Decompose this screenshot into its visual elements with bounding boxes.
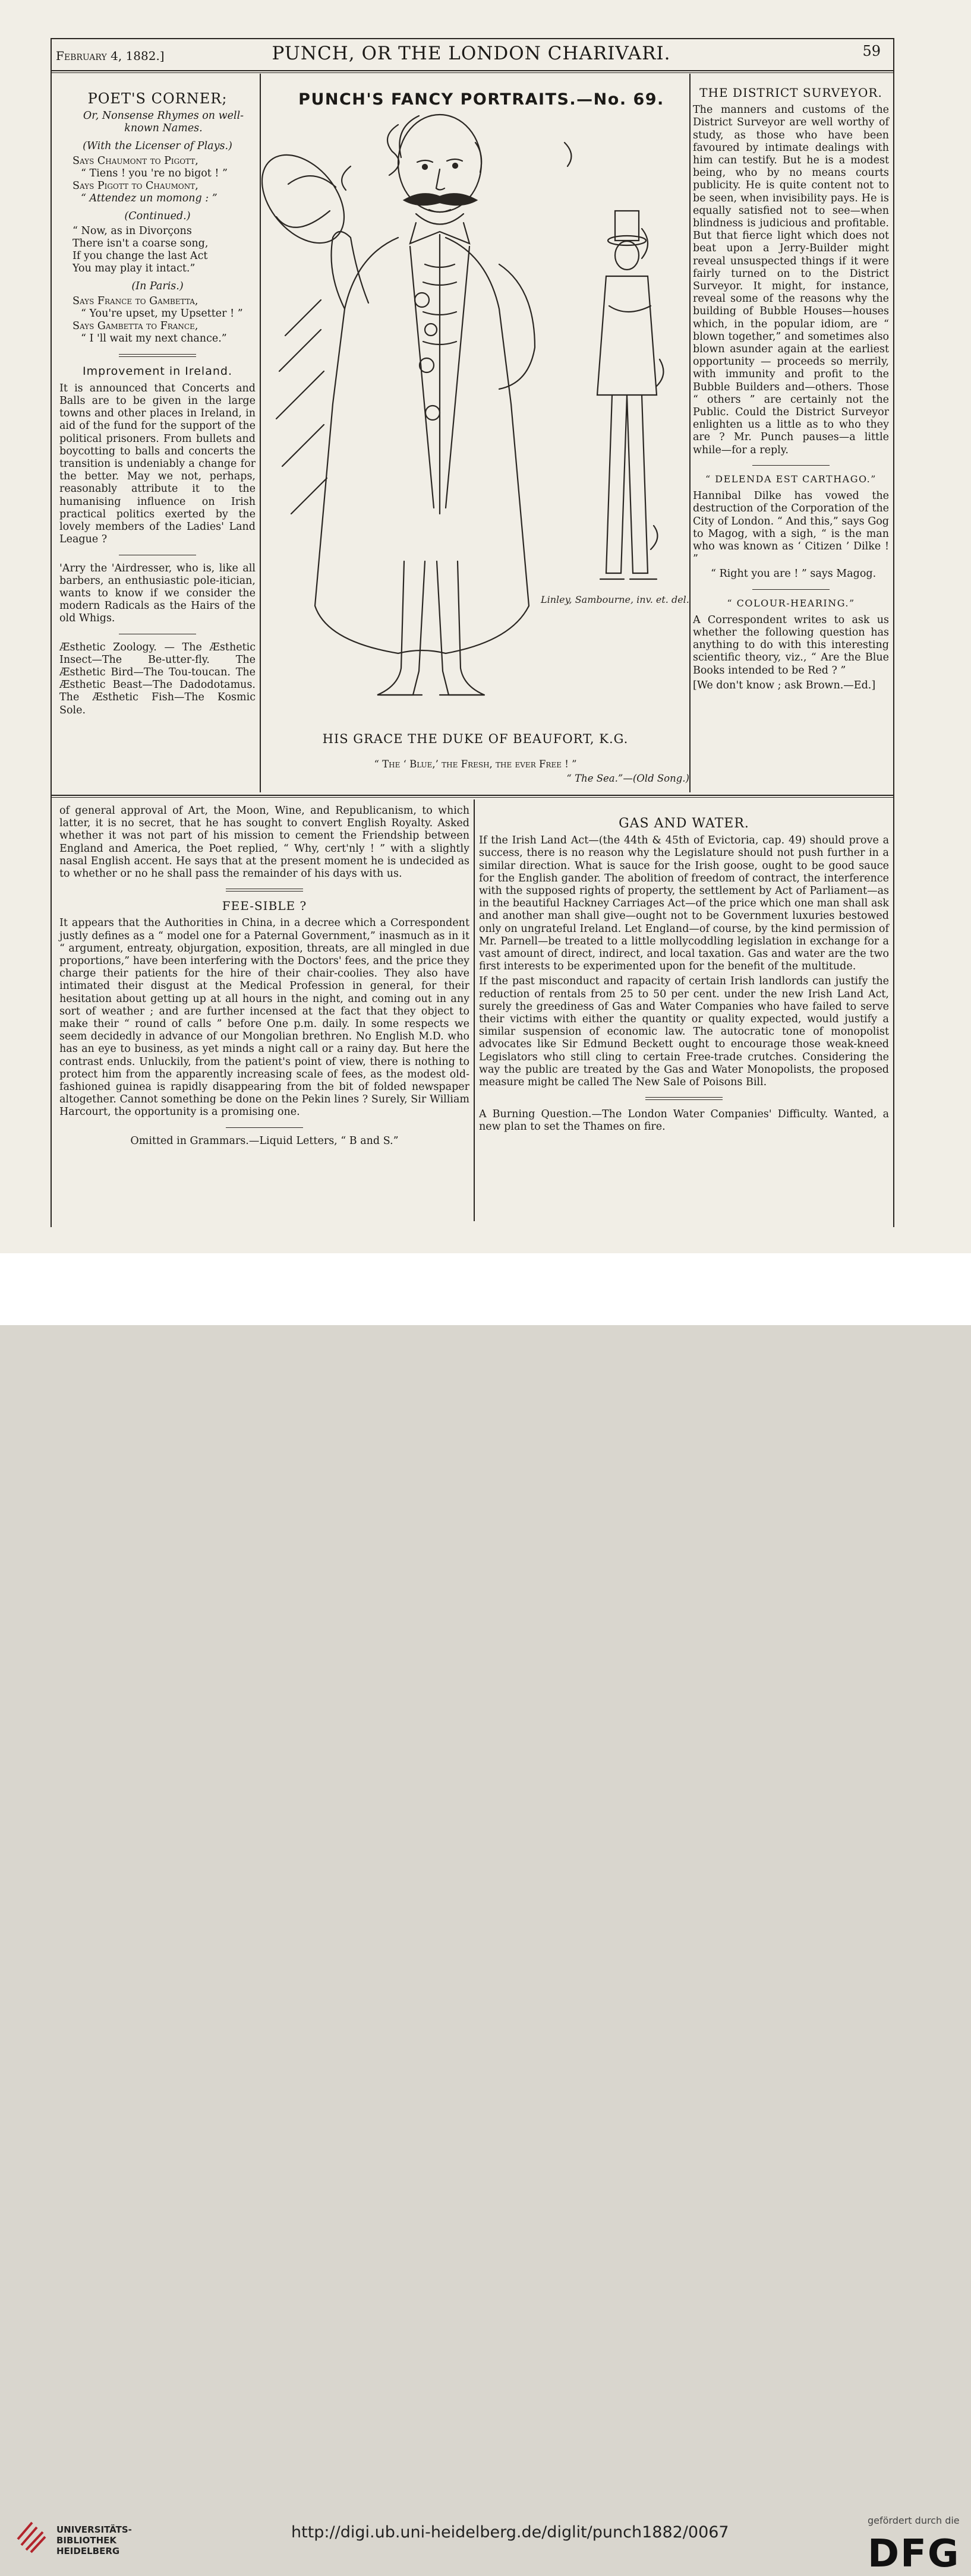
header-rule — [51, 70, 893, 71]
library-line: BIBLIOTHEK — [56, 2535, 116, 2546]
arry-text: 'Arry the 'Airdresser, who is, like all barbers, an enthusiastic pole-itician, wants to know if we consider the modern Radicals as the Hairs of the old Whigs. — [59, 562, 256, 625]
verse-line: You may play it intact.” — [72, 263, 196, 275]
fee-sible-title: FEE-SIBLE ? — [222, 899, 307, 914]
poets-corner-title: POET'S CORNER; — [87, 90, 228, 107]
verse-line: “ Tiens ! you 're no bigot ! ” — [81, 167, 228, 180]
divider — [752, 465, 830, 466]
section-rule — [51, 795, 893, 796]
funded-by-label: gefördert durch die — [868, 2515, 960, 2526]
verse-line: “ You're upset, my Upsetter ! ” — [81, 308, 243, 320]
verse-paris — [59, 295, 256, 346]
poets-corner-subtitle: Or, Nonsense Rhymes on well-known Names. — [83, 110, 244, 135]
district-surveyor-title: THE DISTRICT SURVEYOR. — [699, 86, 882, 100]
gas-water-para1: If the Irish Land Act—(the 44th & 45th of Evictoria, cap. 49) should prove a success, there is no reason why the Legislature should not push further in a similar direction. What is sauce for the Irish goose, ought to be good sauce for the English gander. The abolition of freedom of contract, the interference with the supposed rights of property, the settlement by Act of Parliament—as in the beautiful Hackney Carriages Act—of the price which one man shall ask and another man shall give—ought not to be Government luxuries bestowed only on ungrateful Ireland. Let England—of course, by the kind permission of Mr. Parnell—be treated to a little mollycoddling legislation in exchange for a vast amount of direct, indirect, and local taxation. Gas and water are the two first interests to be experimented upon for the benefit of the multitude. — [479, 835, 889, 973]
paris-heading: (In Paris.) — [131, 280, 184, 292]
divider — [226, 1127, 303, 1128]
cartoon-quote: “ The ‘ Blue,’ the Fresh, the ever Free ! ” — [374, 758, 577, 770]
improvement-title: Improvement in Ireland. — [83, 364, 232, 378]
dfg-logo: DFG — [868, 2532, 960, 2576]
column-divider-lower — [474, 799, 475, 1221]
header-rule-thin — [51, 72, 893, 73]
publication-title: PUNCH, OR THE LONDON CHARIVARI. — [272, 43, 671, 64]
university-library-name — [56, 2524, 132, 2556]
verse-line: “ Now, as in Divorçons — [72, 225, 192, 237]
divider — [119, 354, 196, 357]
verse-line: There isn't a coarse song, — [72, 238, 209, 250]
gas-water-para2: If the past misconduct and rapacity of certain Irish landlords can justify the reduction of rentals from 25 to 50 per cent. under the new Irish Land Act, surely the greediness of Gas and Water Companies who have failed to serve their victims with either the quantity or quality expected, would justify a similar suspension of economic law. The autocratic tone of monopolist advocates like Sir Edmund Beckett ought to encourage those weak-kneed Legislators who still cling to certain Free-trade crutches. Considering the way the public are treated by the Gas and Water Monopolists, the proposed measure might be called The New Sale of Poisons Bill. — [479, 975, 889, 1089]
university-library-logo-icon — [13, 2515, 50, 2557]
lower-left-column — [59, 805, 469, 1150]
running-header — [53, 43, 889, 69]
improvement-text: It is announced that Concerts and Balls are to be given in the large towns and other places in Ireland, in aid of the fund for the support of the political prisoners. From bullets and boycotting to balls and concerts the transition is undeniably a change for the better. May we not, perhaps, reasonably attribute it to the humanising influence on Irish practical politics exerted by the lovely members of the Ladies' Land League ? — [59, 382, 256, 546]
right-column — [693, 83, 889, 694]
verse-line: Says Chaumont to Pigott, — [72, 154, 198, 167]
library-line: UNIVERSITÄTS- — [56, 2524, 132, 2535]
delenda-reply: “ Right you are ! ” says Magog. — [711, 568, 877, 580]
verse-line: “ I 'll wait my next chance.” — [81, 333, 227, 345]
cartoon-caption: HIS GRACE THE DUKE OF BEAUFORT, K.G. — [322, 732, 629, 746]
continuation-text: of general approval of Art, the Moon, Wine, and Republicanism, to which latter, it is no secret, that he has sought to convert English Royalty. Asked whether it was not part of his mission to cement the Friendship between England and America, the Poet replied, “ Why, cert'nly ! ” with a slightly nasal English accent. He says that at the present moment he is undecided as to whether or no he shall pass the remainder of his days with us. — [59, 805, 469, 880]
licenser-heading: (With the Licenser of Plays.) — [83, 140, 232, 152]
scanned-page — [0, 0, 971, 1253]
colour-hearing-title: “ COLOUR-HEARING.” — [727, 597, 855, 609]
district-surveyor-text: The manners and customs of the District Surveyor are well worthy of study, as those who have been favoured by intimate dealings with him can testify. But he is a modest being, who by no means courts publicity. He is quite content not to be seen, when invisibility pays. He is equally satisfied not to see—when blindness is judicious and profitable. But that fierce light which does not beat upon a Jerry-Builder might reveal unsuspected things if it were fairly turned on to the District Surveyor. It might, for instance, reveal some of the reasons why the building of Bubble Houses—houses which, in the popular idiom, are “ blown together,” and sometimes also blown asunder again at the earliest opportunity — proceeds so merrily, with immunity and profit to the Bubble Builders and—others. Those “ others ” are certainly not the Public. Could the District Surveyor enlighten us a little as to who they are ? Mr. Punch pauses—a little while—for a reply. — [693, 104, 889, 456]
divider — [645, 1097, 723, 1100]
verse-continued — [59, 225, 256, 276]
cartoon-quote-source: “ The Sea.”—(Old Song.) — [566, 773, 689, 784]
delenda-title: “ DELENDA EST CARTHAGO.” — [705, 473, 877, 485]
colour-hearing-text: A Correspondent writes to ask us whether the following question has anything to do with this interesting scientific theory, viz., “ Are the Blue Books intended to be Red ? ” — [693, 614, 889, 677]
verse-line: “ Attendez un momong : ” — [81, 192, 217, 205]
verse-licenser — [59, 155, 256, 206]
delenda-text: Hannibal Dilke has vowed the destruction of the Corporation of the City of London. “ And this,” says Gog to Magog, with a sigh, “ is the man who was known as ‘ Citizen ’ Dilke ! ” — [693, 490, 889, 565]
divider — [752, 589, 830, 590]
cartoon-heading: PUNCH'S FANCY PORTRAITS.—No. 69. — [298, 90, 664, 109]
left-column — [59, 89, 256, 719]
verse-line: If you change the last Act — [72, 250, 208, 263]
fee-sible-text: It appears that the Authorities in China, in a decree which a Correspondent justly defines as a “ model one for a Paternal Government,” inasmuch as in it “ argument, entreaty, objurgation, exposition, threats, are all mingled in due proportions,” have been interfering with the Doctors' fees, and the price they charge their patients for the hire of their chair-coolies. They also have intimated their disgust at the Medical Profession in general, for their hesitation about getting up at all hours in the night, and coming out in any sort of weather ; and are further incensed at the fact that they object to make their “ round of calls ” before One p.m. daily. In some respects we seem decidedly in advance of our Mongolian brethren. No English M.D. who has an eye to business, as yet minds a night call or a rainy day. But here the contrast ends. Unluckily, from the patient's point of view, there is nothing to protect him from the apparently increasing scale of fees, as the modest old-fashioned guinea is rapidly disappearing from the bit of folded newspaper altogether. Cannot something be done on the Pekin lines ? Surely, Sir William Harcourt, the opportunity is a promising one. — [59, 917, 469, 1118]
aesthetic-text: Æsthetic Zoology. — The Æsthetic Insect—The Be-utter-fly. The Æsthetic Bird—The Tou-toucan. The Æsthetic Beast—The Dadodotamus. The Æsthetic Fish—The Kosmic Sole. — [59, 641, 256, 716]
verse-line: Says Gambetta to France, — [72, 320, 198, 333]
page-number: 59 — [862, 43, 881, 59]
viewer-footer — [0, 1253, 971, 2576]
omitted-text: Omitted in Grammars.—Liquid Letters, “ B and S.” — [130, 1134, 399, 1147]
lower-right-column — [479, 814, 889, 1136]
permalink-url[interactable]: http://digi.ub.uni-heidelberg.de/diglit/punch1882/0067 — [291, 2523, 729, 2542]
library-line: HEIDELBERG — [56, 2546, 120, 2556]
divider — [226, 889, 303, 892]
section-rule-thin — [51, 797, 893, 798]
column-divider-left — [260, 74, 261, 792]
column-divider-right — [689, 74, 691, 792]
artist-signature: Linley, Sambourne, inv. et. del. — [541, 594, 689, 605]
verse-line: Says Pigott to Chaumont, — [72, 180, 198, 192]
issue-date: February 4, 1882.] — [56, 49, 165, 63]
burning-question-text: A Burning Question.—The London Water Companies' Difficulty. Wanted, a new plan to set the Thames on fire. — [479, 1108, 889, 1133]
duke-caricature-illustration — [261, 110, 689, 728]
continued-heading: (Continued.) — [124, 210, 191, 222]
gas-water-title: GAS AND WATER. — [619, 816, 749, 831]
verse-line: Says France to Gambetta, — [72, 295, 198, 307]
colour-hearing-reply: [We don't know ; ask Brown.—Ed.] — [693, 679, 876, 691]
